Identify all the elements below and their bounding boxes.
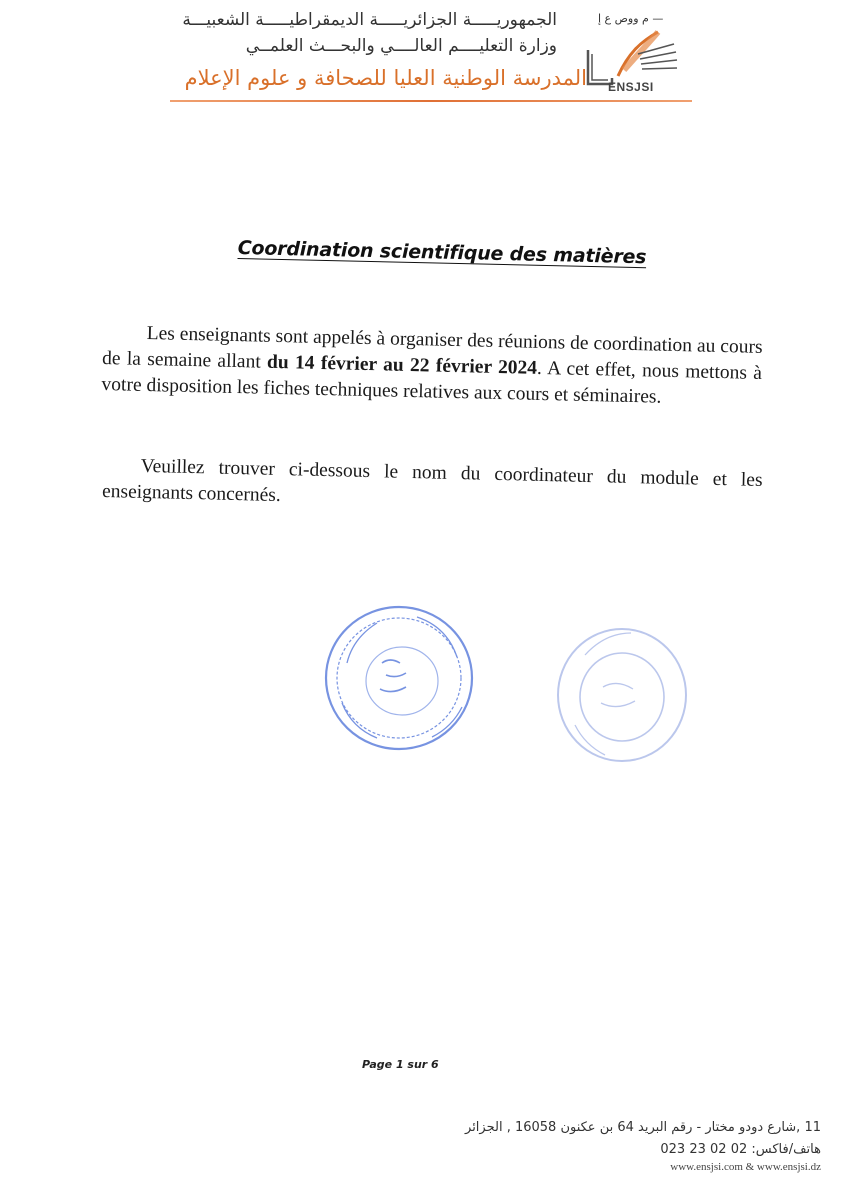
logo-text: ENSJSI [608, 80, 654, 94]
footer-phone: هاتف/فاكس: 02 02 23 023 [660, 1142, 821, 1157]
footer-websites: www.ensjsi.com & www.ensjsi.dz [670, 1161, 821, 1173]
header-school-name: المدرسة الوطنية العليا للصحافة و علوم الإعلام [184, 66, 587, 90]
paragraph-intro-end: . A cet effet, nous mettons à votre disposition les fiches techniques relatives aux cours et séminaires. [101, 357, 763, 408]
header-divider [170, 100, 692, 102]
paragraph-intro-start: Les enseignants sont appelés à organiser des réunions de coordination au cours de la semaine allant [101, 322, 763, 373]
page-number: Page 1 sur 6 [362, 1058, 439, 1071]
faded-stamp [555, 625, 690, 765]
paragraph-instructions: Veuillez trouver ci-dessous le nom du coordinateur du module et les enseignants concernés. [101, 455, 763, 507]
date-range: du 14 février au 22 février 2024 [266, 351, 538, 379]
official-stamp [322, 603, 476, 753]
header-ministry: وزارة التعليــــم العالــــي والبحـــث العلمــي [245, 36, 557, 56]
logo-handwriting: — م ووص ع إ [598, 12, 664, 25]
footer-address: 11 ,شارع دودو مختار - رقم البريد 64 بن عكنون 16058 , الجزائر [465, 1120, 821, 1135]
document-title: Coordination scientifique des matières [237, 237, 647, 269]
paragraph-intro [101, 320, 763, 413]
header-republic: الجمهوريـــــة الجزائريـــــة الديمقراطيـــــة الشعبيـــة [182, 10, 557, 30]
